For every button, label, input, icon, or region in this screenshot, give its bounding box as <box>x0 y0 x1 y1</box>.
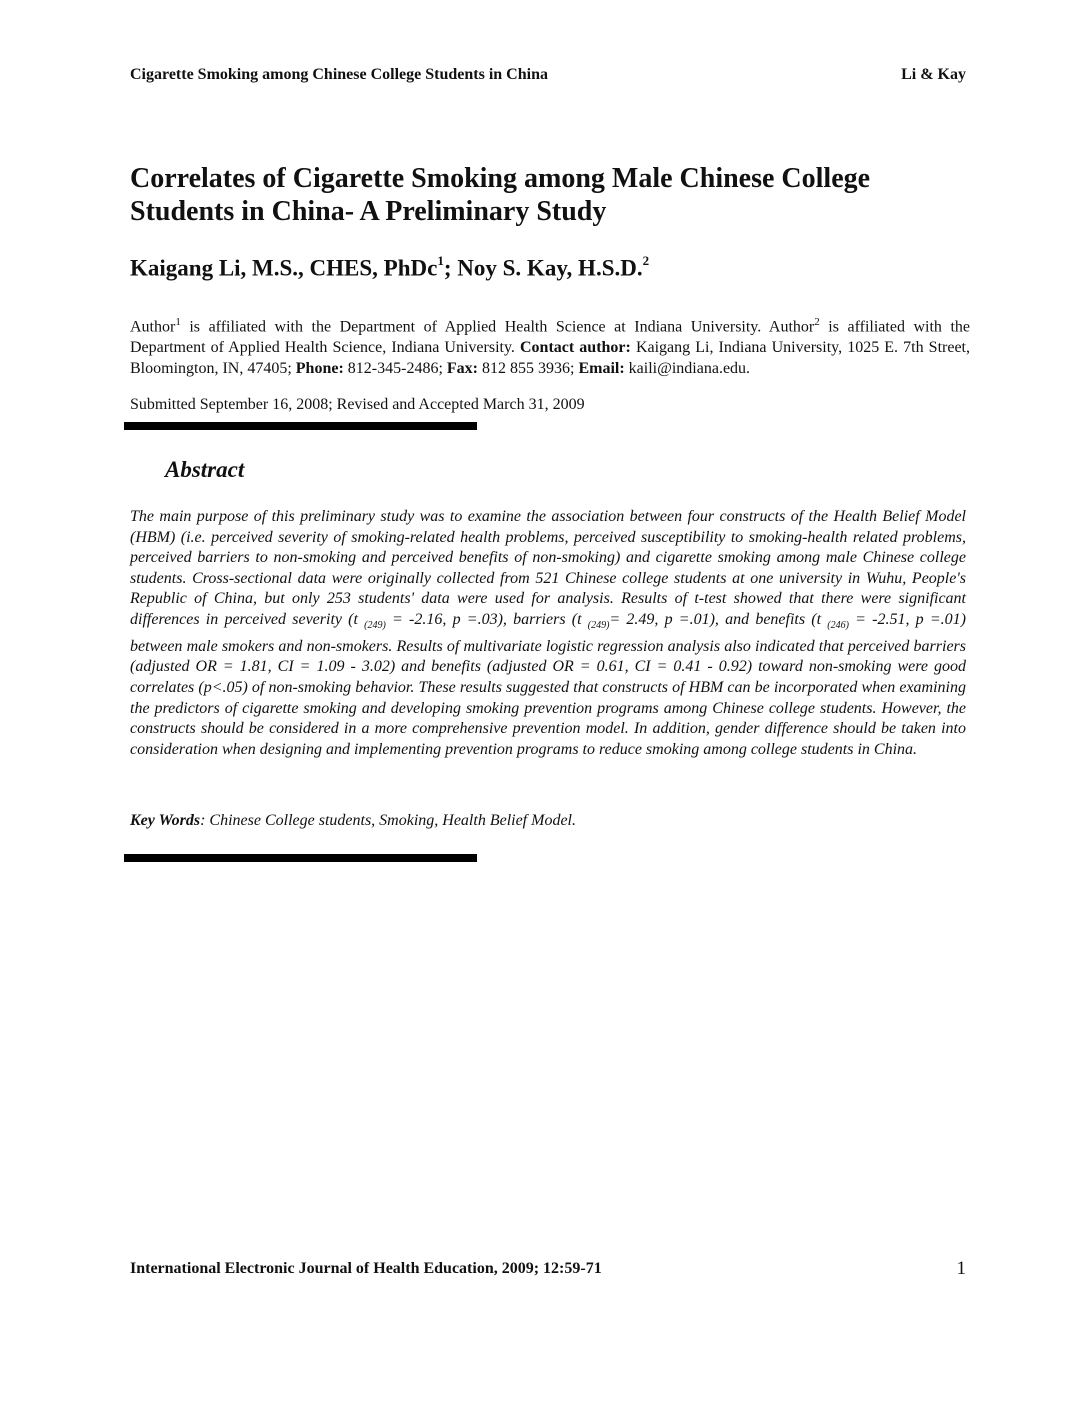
affil-2-label: Author <box>768 318 815 336</box>
affil-2-text: is affiliated with the Department of Applied Health Science, Indiana University. <box>130 318 970 357</box>
affil-2-mark: 2 <box>814 316 820 328</box>
keywords-text: : Chinese College students, Smoking, Health Belief Model. <box>200 812 576 829</box>
affil-1-label: Author <box>130 318 176 336</box>
fax-text: 812 855 3936; <box>478 360 579 378</box>
top-divider <box>124 422 477 430</box>
email-text: kaili@indiana.edu. <box>624 360 751 378</box>
abstract-heading: Abstract <box>165 457 245 482</box>
author-1-name: Kaigang Li, M.S., CHES, PhDc <box>130 255 438 281</box>
email-label: Email: <box>578 360 625 378</box>
author-2-name: Noy S. Kay, H.S.D. <box>457 255 643 281</box>
keywords-label: Key Words <box>130 812 201 829</box>
abstract-df-1: (249) <box>364 620 386 632</box>
keywords-line <box>130 812 576 830</box>
submission-dates: Submitted September 16, 2008; Revised and Accepted March 31, 2009 <box>130 396 585 413</box>
author-2-mark: 2 <box>642 253 650 268</box>
bottom-divider <box>124 854 477 862</box>
abstract-text-3: = 2.49, p =.01), and benefits (t <box>609 610 828 628</box>
abstract-text-1: The main purpose of this preliminary study was to examine the association between four constructs of the Health Belief Model (HBM) (i.e. perceived severity of smoking-related health problems, perceived susceptibility to smoking-health related problems, perceived barriers to non-smoking and perceived benefits of non-smoking) and cigarette smoking among male Chinese college students. Cross-sectional data were originally collected from 521 Chinese college students at one university in Wuhu, People's Republic of China, but only 253 students' data were used for analysis. Results of t-test showed that there were significant differences in perceived severity (t <box>130 508 966 628</box>
contact-text: Kaigang Li, Indiana University, 1025 E. 7th Street, Bloomington, IN, 47405; <box>130 339 970 378</box>
fax-label: Fax: <box>446 360 478 378</box>
author-1-mark: 1 <box>437 253 444 268</box>
abstract-text-2: = -2.16, p =.03), barriers (t <box>385 610 588 628</box>
running-title: Cigarette Smoking among Chinese College Students in China <box>130 66 548 83</box>
page-number: 1 <box>956 1258 966 1279</box>
contact-label: Contact author: <box>520 339 631 357</box>
affil-1-text: is affiliated with the Department of Applied Health Science at Indiana University. <box>180 318 769 336</box>
author-line <box>130 255 649 282</box>
abstract-df-2: (249) <box>587 620 610 632</box>
affiliation-paragraph <box>130 312 970 379</box>
phone-label: Phone: <box>295 360 344 378</box>
running-authors: Li & Kay <box>901 66 966 83</box>
affil-1-mark: 1 <box>175 316 181 328</box>
abstract-body <box>130 507 966 760</box>
phone-text: 812-345-2486; <box>343 360 447 378</box>
author-separator: ; <box>443 255 458 281</box>
footer-journal: International Electronic Journal of Health Education, 2009; 12:59-71 <box>130 1260 602 1277</box>
article-title: Correlates of Cigarette Smoking among Male Chinese College Students in China- A Preliminary Study <box>130 163 871 227</box>
abstract-df-3: (246) <box>827 620 849 632</box>
abstract-text-4: = -2.51, p =.01) between male smokers and non-smokers. Results of multivariate logistic regression analysis also indicated that perceived barriers (adjusted OR = 1.81, CI = 1.09 - 3.02) and benefits (adjusted OR = 0.61, CI = 0.41 - 0.92) toward non-smoking were good correlates (p<.05) of non-smoking behavior. These results suggested that constructs of HBM can be incorporated when examining the predictors of cigarette smoking and developing smoking prevention programs among Chinese college students. However, the constructs should be considered in a more comprehensive prevention model. In addition, gender difference should be taken into consideration when designing and implementing prevention programs to reduce smoking among college students in China. <box>130 610 967 758</box>
